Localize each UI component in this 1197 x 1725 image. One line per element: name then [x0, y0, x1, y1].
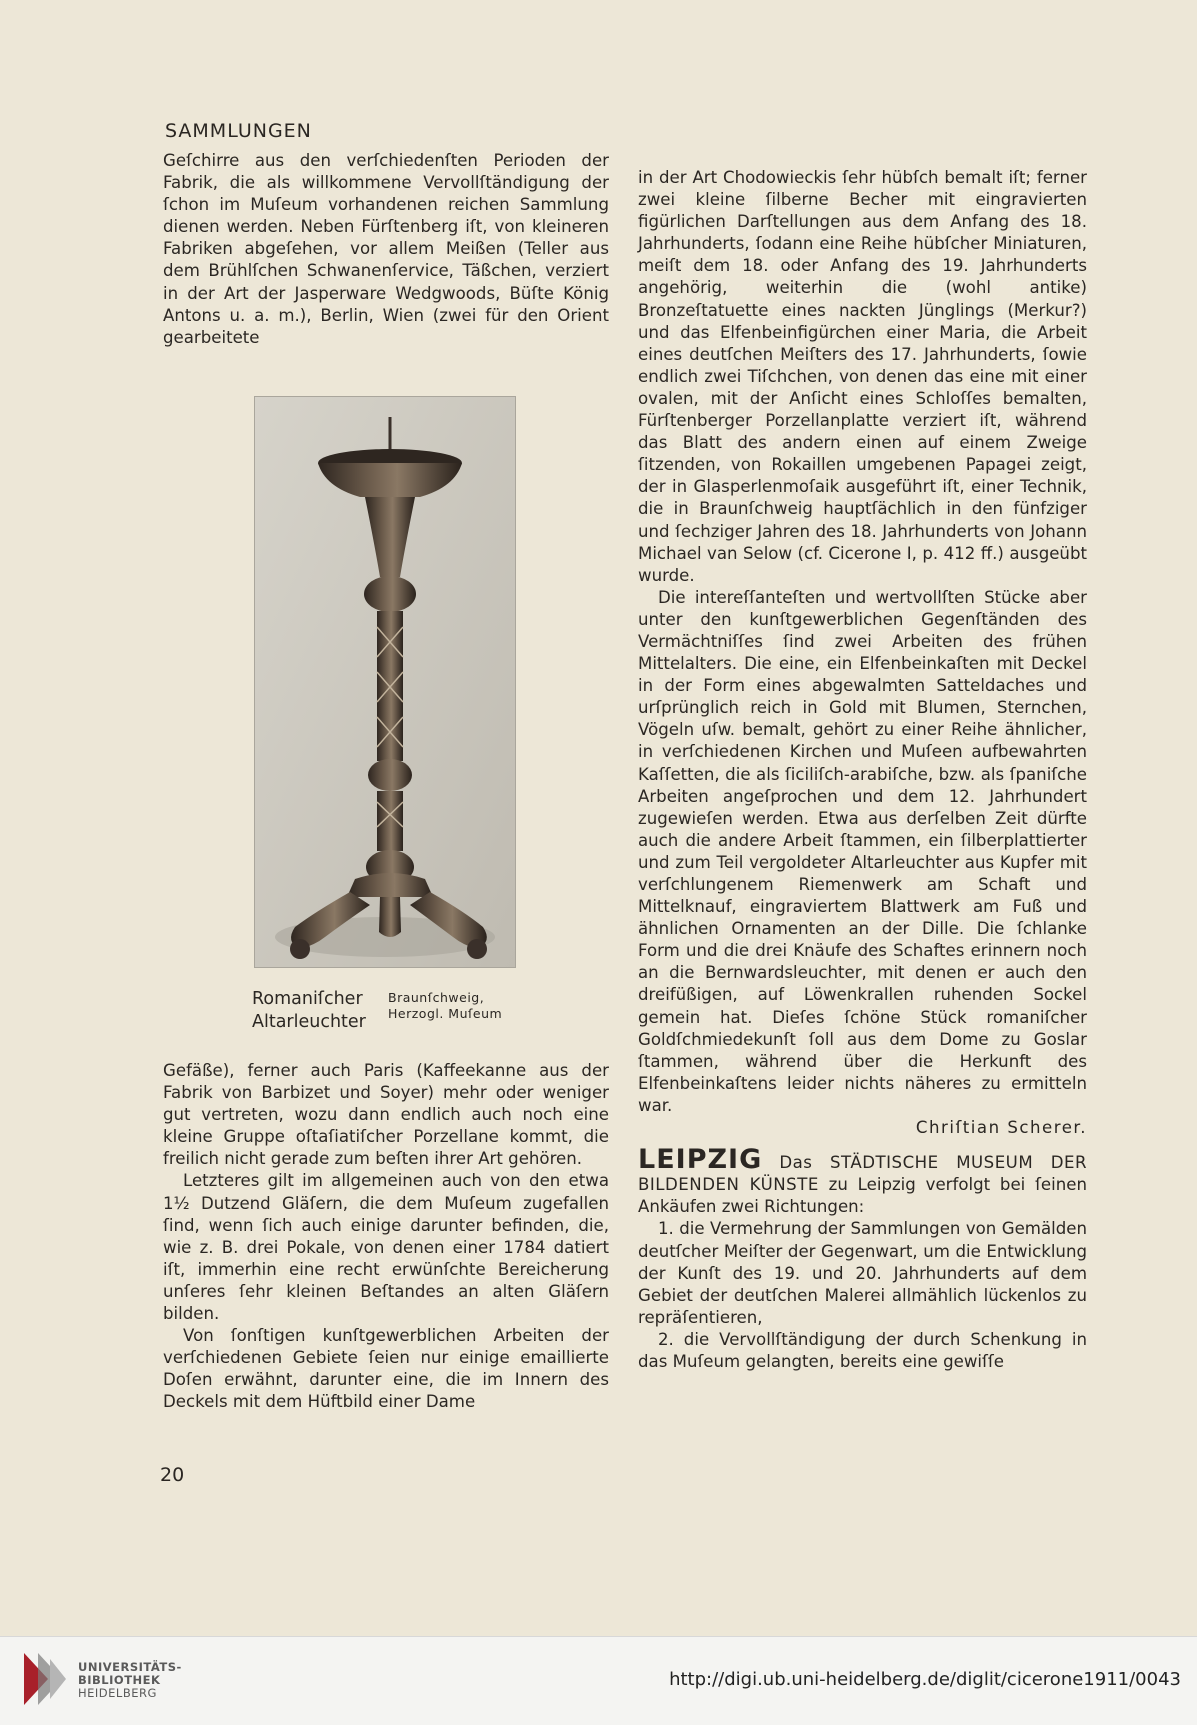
list-item: 1. die Vermehrung der Sammlungen von Gemälden deutſcher Meiſter der Gegenwart, um die Entwicklung der Kunſt des 19. und 20. Jahrhunderts auf dem Gebiet der deutſchen Malerei allmählich lückenlos zu repräſentieren,: [638, 1219, 1087, 1327]
section-heading: LEIPZIG: [638, 1144, 763, 1176]
list-item: 2. die Vervollſtändigung der durch Schenkung in das Muſeum gelangten, bereits eine gewiſſe: [638, 1329, 1087, 1371]
leipzig-section: [638, 1144, 1087, 1218]
figure-caption: [238, 988, 558, 1036]
source-url-link[interactable]: http://digi.ub.uni-heidelberg.de/diglit/cicerone1911/0043: [669, 1669, 1181, 1690]
right-column: [638, 167, 1087, 1373]
paragraph: in der Art Chodowieckis ſehr hübſch bemalt iſt; ferner zwei kleine ſilberne Becher mit eingravierten figürlichen Darſtellungen aus dem Anfang des 18. Jahrhunderts, ſodann eine Reihe hübſcher Miniaturen, meiſt dem 18. oder Anfang des 19. Jahrhunderts angehörig, weiterhin die (wohl antike) Bronzeſtatuette eines nackten Jünglings (Merkur?) und das Elfenbeinfigürchen einer Maria, die Arbeit eines deutſchen Meiſters des 17. Jahrhunderts, ſowie endlich zwei Tiſchchen, von denen das eine mit einer ovalen, mit der Anſicht eines Schloſſes bemalten, Fürſtenberger Porzellanplatte verziert iſt, während das Blatt des andern einen auf einem Zweige ſitzenden, von Rokaillen umgebenen Papagei zeigt, der in Glasperlenmoſaik ausgeführt iſt, einer Technik, die in Braunſchweig hauptſächlich in den fünfziger und ſechziger Jahren des 18. Jahrhunderts von Johann Michael van Selow (cf. Cicerone I, p. 412 ff.) ausgeübt wurde.: [638, 168, 1087, 585]
page-number: 20: [160, 1464, 185, 1486]
library-logo-icon: [20, 1649, 70, 1713]
library-name: UNIVERSITÄTS- BIBLIOTHEK HEIDELBERG: [78, 1660, 182, 1700]
running-head: SAMMLUNGEN: [165, 120, 312, 142]
caption-credit: Braunſchweig, Herzogl. Muſeum: [388, 990, 503, 1021]
paragraph: Die intereſſanteſten und wertvollſten Stücke aber unter den kunſtgewerblichen Gegenſtänden des Vermächtniſſes ſind zwei Arbeiten des frühen Mittelalters. Die eine, ein Elfenbeinkaſten mit Deckel in der Form eines abgewalmten Satteldaches und urſprünglich reich in Gold mit Blumen, Sternchen, Vögeln uſw. bemalt, gehört zu einer Reihe ähnlicher, in verſchiedenen Kirchen und Muſeen aufbewahrten Kaſſetten, die als ſiciliſch-arabiſche, bzw. als ſpaniſche Arbeiten angeſprochen und dem 12. Jahrhundert zugewieſen werden. Etwa aus derſelben Zeit dürfte auch die andere Arbeit ſtammen, ein ſilberplattierter und zum Teil vergoldeter Altarleuchter aus Kupfer mit verſchlungenem Riemenwerk am Schaft und Mittelknauf, eingraviertem Blattwerk am Fuß und ähnlichen Ornamenten an der Dille. Die ſchlanke Form und die drei Knäufe des Schaftes erinnern noch an die Bernwardsleuchter, mit denen er auch den dreifüßigen, auf Löwenkrallen ruhenden Sockel gemein hat. Dieſes ſchöne Stück romaniſcher Goldſchmiedekunſt ſoll aus dem Dome zu Goslar ſtammen, während über die Herkunft des Elfenbeinkaſtens leider nichts näheres zu ermitteln war.: [638, 587, 1087, 1115]
museum-name: Das STÄDTISCHE MUSEUM DER BILDENDEN KÜNSTE: [638, 1153, 1087, 1195]
paragraph: Gefäße), ferner auch Paris (Kaffeekanne aus der Fabrik von Barbizet und Soyer) mehr oder weniger gut vertreten, wozu dann endlich auch noch eine kleine Gruppe oſtaſiatiſcher Porzellane kommt, die freilich nicht gerade zum beſten ihrer Art gehören.: [163, 1061, 609, 1169]
paragraph: Letzteres gilt im allgemeinen auch von den etwa 1½ Dutzend Gläſern, die dem Muſeum zugefallen ſind, wenn ſich auch einige darunter befinden, die, wie z. B. drei Pokale, von denen einer 1784 datiert iſt, immerhin eine recht erwünſchte Bereicherung unſeres ſehr kleinen Beſtandes an alten Gläſern bilden.: [163, 1171, 609, 1324]
paragraph: Geſchirre aus den verſchiedenſten Perioden der Fabrik, die als willkommene Vervollſtändigung der ſchon im Muſeum vorhandenen reichen Sammlung dienen werden. Neben Fürſtenberg iſt, von kleineren Fabriken abgeſehen, vor allem Meißen (Teller aus dem Brühlſchen Schwanenſervice, Täßchen, verziert in der Art der Jasperware Wedgwoods, Büſte König Antons u. a. m.), Berlin, Wien (zwei für den Orient gearbeitete: [163, 151, 609, 347]
library-footer: [0, 1636, 1197, 1725]
caption-title: Romaniſcher Altarleuchter: [252, 989, 366, 1032]
left-column-top: [163, 150, 609, 349]
intro-text: zu Leipzig verfolgt bei ſeinen Ankäufen zwei Richtungen:: [638, 1175, 1087, 1217]
author-signature: Chriſtian Scherer.: [915, 1118, 1087, 1138]
paragraph: Von ſonſtigen kunſtgewerblichen Arbeiten der verſchiedenen Gebiete ſeien nur einige emaillierte Doſen erwähnt, darunter eine, die im Innern des Deckels mit dem Hüftbild einer Dame: [163, 1326, 609, 1412]
candlestick-photo: [254, 396, 516, 968]
altar-candlestick-illustration: [255, 397, 515, 967]
left-column-bottom: [163, 1060, 609, 1414]
